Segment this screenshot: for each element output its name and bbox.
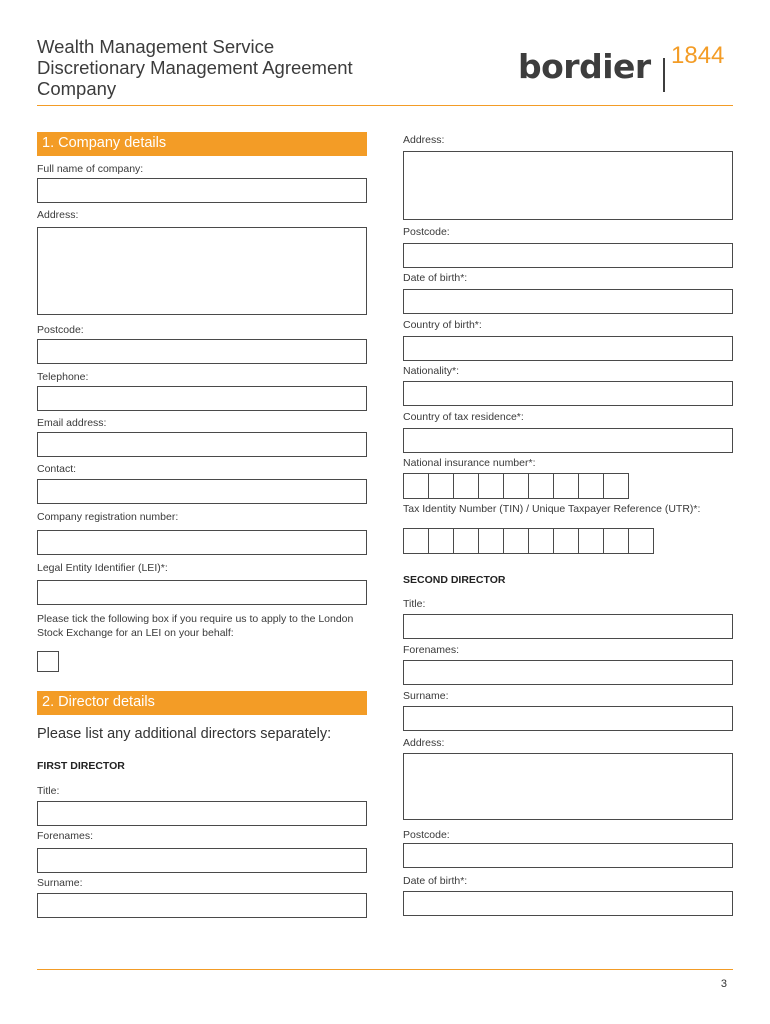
first-director-address-label: Address: <box>403 134 445 146</box>
logo-word: bordier <box>518 47 651 86</box>
footer-rule <box>37 969 733 970</box>
email-field[interactable] <box>37 432 367 457</box>
email-label: Email address: <box>37 417 107 429</box>
first-director-postcode-field[interactable] <box>403 243 733 268</box>
page-number: 3 <box>720 978 727 990</box>
company-address-label: Address: <box>37 209 79 221</box>
lei-label: Legal Entity Identifier (LEI)*: <box>37 562 168 574</box>
first-director-surname-label: Surname: <box>37 877 83 889</box>
logo-divider <box>663 58 665 92</box>
first-director-nin-grid[interactable] <box>403 473 629 499</box>
tin-cell[interactable] <box>603 528 629 554</box>
second-director-title-field[interactable] <box>403 614 733 639</box>
title-line-1: Wealth Management Service <box>37 36 275 57</box>
second-director-forenames-label: Forenames: <box>403 644 460 656</box>
telephone-label: Telephone: <box>37 371 89 383</box>
first-director-cob-label: Country of birth*: <box>403 319 482 331</box>
additional-directors-note: Please list any additional directors separately: <box>37 726 332 742</box>
title-line-3: Company <box>37 78 117 99</box>
lei-apply-checkbox[interactable] <box>37 651 59 672</box>
registration-number-label: Company registration number: <box>37 511 179 523</box>
tin-cell[interactable] <box>478 528 504 554</box>
nin-cell[interactable] <box>503 473 529 499</box>
nin-cell[interactable] <box>578 473 604 499</box>
company-postcode-field[interactable] <box>37 339 367 364</box>
registration-number-field[interactable] <box>37 530 367 555</box>
tin-cell[interactable] <box>403 528 429 554</box>
tin-cell[interactable] <box>528 528 554 554</box>
second-director-heading: SECOND DIRECTOR <box>403 574 506 586</box>
first-director-surname-field[interactable] <box>37 893 367 918</box>
bordier-logo <box>518 42 738 94</box>
first-director-postcode-label: Postcode: <box>403 226 450 238</box>
logo-year: 1844 <box>671 42 725 69</box>
nin-cell[interactable] <box>453 473 479 499</box>
nin-cell[interactable] <box>478 473 504 499</box>
section-company-details-heading: 1. Company details <box>37 132 367 156</box>
company-address-field[interactable] <box>37 227 367 315</box>
first-director-heading: FIRST DIRECTOR <box>37 760 125 772</box>
nin-cell[interactable] <box>528 473 554 499</box>
contact-field[interactable] <box>37 479 367 504</box>
first-director-tax-residence-label: Country of tax residence*: <box>403 411 524 423</box>
first-director-forenames-label: Forenames: <box>37 830 94 842</box>
first-director-title-field[interactable] <box>37 801 367 826</box>
first-director-tax-residence-field[interactable] <box>403 428 733 453</box>
nin-cell[interactable] <box>428 473 454 499</box>
full-name-label: Full name of company: <box>37 163 144 175</box>
first-director-nin-label: National insurance number*: <box>403 457 536 469</box>
telephone-field[interactable] <box>37 386 367 411</box>
full-name-field[interactable] <box>37 178 367 203</box>
first-director-dob-label: Date of birth*: <box>403 272 468 284</box>
second-director-surname-label: Surname: <box>403 690 449 702</box>
first-director-tin-label: Tax Identity Number (TIN) / Unique Taxpayer Reference (UTR)*: <box>403 503 701 515</box>
header-rule <box>37 105 733 106</box>
tin-cell[interactable] <box>628 528 654 554</box>
tin-cell[interactable] <box>578 528 604 554</box>
lei-field[interactable] <box>37 580 367 605</box>
first-director-tin-grid[interactable] <box>403 528 654 554</box>
tin-cell[interactable] <box>428 528 454 554</box>
tin-cell[interactable] <box>553 528 579 554</box>
nin-cell[interactable] <box>403 473 429 499</box>
tin-cell[interactable] <box>453 528 479 554</box>
second-director-forenames-field[interactable] <box>403 660 733 685</box>
first-director-dob-field[interactable] <box>403 289 733 314</box>
second-director-surname-field[interactable] <box>403 706 733 731</box>
section-director-details-heading: 2. Director details <box>37 691 367 715</box>
first-director-nationality-field[interactable] <box>403 381 733 406</box>
first-director-title-label: Title: <box>37 785 60 797</box>
tin-cell[interactable] <box>503 528 529 554</box>
title-line-2: Discretionary Management Agreement <box>37 57 353 78</box>
document-title <box>37 36 353 99</box>
first-director-forenames-field[interactable] <box>37 848 367 873</box>
contact-label: Contact: <box>37 463 77 475</box>
first-director-nationality-label: Nationality*: <box>403 365 460 377</box>
nin-cell[interactable] <box>553 473 579 499</box>
second-director-address-label: Address: <box>403 737 445 749</box>
second-director-postcode-label: Postcode: <box>403 829 450 841</box>
company-postcode-label: Postcode: <box>37 324 84 336</box>
second-director-title-label: Title: <box>403 598 426 610</box>
nin-cell[interactable] <box>603 473 629 499</box>
second-director-postcode-field[interactable] <box>403 843 733 868</box>
second-director-dob-label: Date of birth*: <box>403 875 468 887</box>
lei-tick-instruction: Please tick the following box if you require us to apply to the London Stock Exchange for an LEI on your behalf: <box>37 613 354 639</box>
first-director-cob-field[interactable] <box>403 336 733 361</box>
second-director-dob-field[interactable] <box>403 891 733 916</box>
second-director-address-field[interactable] <box>403 753 733 820</box>
first-director-address-field[interactable] <box>403 151 733 220</box>
